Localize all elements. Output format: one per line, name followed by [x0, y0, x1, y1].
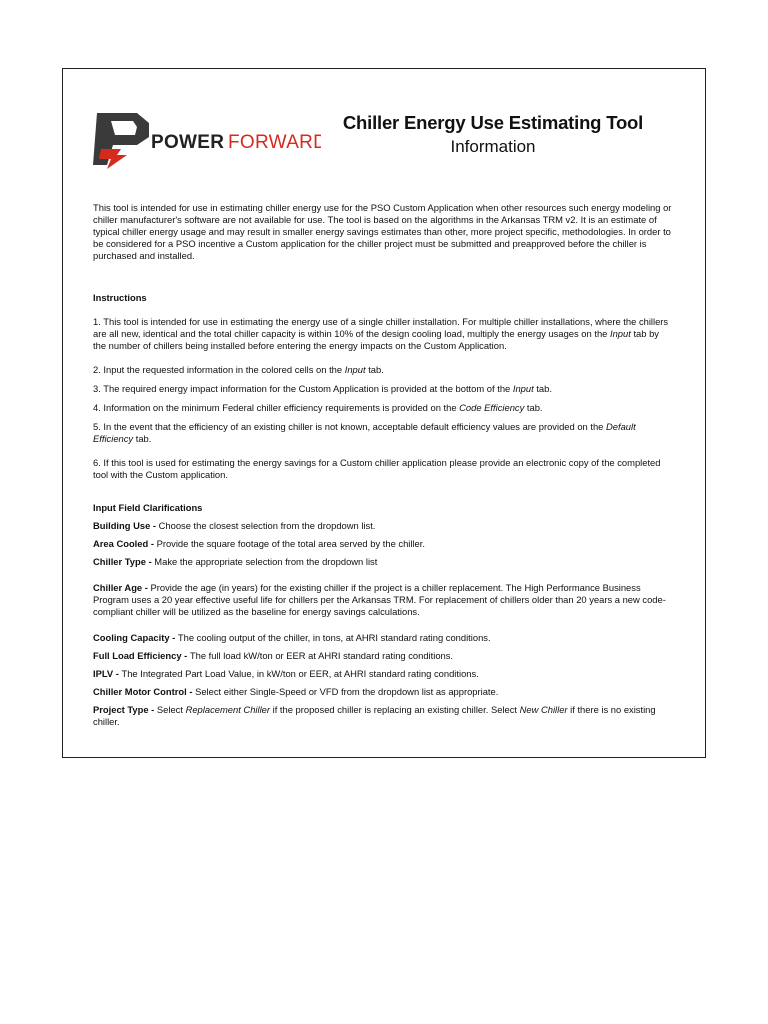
clarification-project-type: Project Type - Select Replacement Chiller if the proposed chiller is replacing an existing chiller. Select New Chiller if there is no existing chiller. — [93, 704, 656, 727]
instructions-heading: Instructions — [93, 292, 147, 303]
title-block — [333, 112, 653, 157]
clarification-iplv: IPLV - The Integrated Part Load Value, in kW/ton or EER, at AHRI standard rating conditions. — [93, 668, 479, 679]
instruction-item-6: 6. If this tool is used for estimating the energy savings for a Custom chiller application please provide an electronic copy of the completed tool with the Custom application. — [93, 457, 661, 480]
document-frame — [62, 68, 706, 758]
page-title: Chiller Energy Use Estimating Tool — [342, 112, 644, 133]
instruction-item-3: 3. The required energy impact information for the Custom Application is provided at the bottom of the Input tab. — [93, 383, 552, 394]
powerforward-logo-mark — [91, 107, 321, 171]
instruction-item-5: 5. In the event that the efficiency of an existing chiller is not known, acceptable default efficiency values are provided on the Default Efficiency tab. — [93, 421, 636, 444]
clarification-chiller-age: Chiller Age - Provide the age (in years) for the existing chiller if the project is a chiller replacement. The High Performance Business Program uses a 20 year effective useful life for chillers per the Arkansas TRM. For replacement of chillers older than 20 years a new code-compliant chiller will be utilized as the baseline for energy savings calculations. — [93, 582, 666, 617]
clarification-chiller-motor-control: Chiller Motor Control - Select either Single-Speed or VFD from the dropdown list as appropriate. — [93, 686, 499, 697]
clarification-cooling-capacity: Cooling Capacity - The cooling output of the chiller, in tons, at AHRI standard rating conditions. — [93, 632, 491, 643]
clarification-full-load-efficiency: Full Load Efficiency - The full load kW/ton or EER at AHRI standard rating conditions. — [93, 650, 454, 661]
instruction-item-4: 4. Information on the minimum Federal chiller efficiency requirements is provided on the Code Efficiency tab. — [93, 402, 543, 413]
clarifications-heading: Input Field Clarifications — [93, 502, 203, 513]
clarification-chiller-type: Chiller Type - Make the appropriate selection from the dropdown list — [93, 556, 378, 567]
clarification-area-cooled: Area Cooled - Provide the square footage of the total area served by the chiller. — [93, 538, 425, 549]
brand-forward-text: FORWARD — [228, 132, 321, 153]
document-body — [93, 202, 673, 728]
brand-power-text: POWER — [151, 132, 225, 153]
page-subtitle: Information — [450, 137, 536, 156]
powerforward-logo — [91, 107, 321, 171]
intro-paragraph: This tool is intended for use in estimating chiller energy use for the PSO Custom Application when other resources such energy modeling or chiller manufacturer's software are not available for use. The tool is based on the algorithms in the Arkansas TRM v2. It is an estimate of typical chiller energy usage and may result in smaller energy savings estimates than other, more project specific, methodologies. In order to be considered for a PSO incentive a Custom application for the chiller project must be submitted and preapproved before the chiller is purchased and installed. — [93, 202, 672, 261]
instruction-item-2: 2. Input the requested information in the colored cells on the Input tab. — [93, 364, 384, 375]
clarification-building-use: Building Use - Choose the closest selection from the dropdown list. — [93, 520, 376, 531]
instruction-item-1: 1. This tool is intended for use in estimating the energy use of a single chiller installation. For multiple chiller installations, where the chillers are all new, identical and the total chiller capacity is within 10% of the design cooling load, multiply the energy usages on the Input tab by the number of chillers being installed before entering the energy impacts on the Custom Application. — [93, 316, 669, 351]
